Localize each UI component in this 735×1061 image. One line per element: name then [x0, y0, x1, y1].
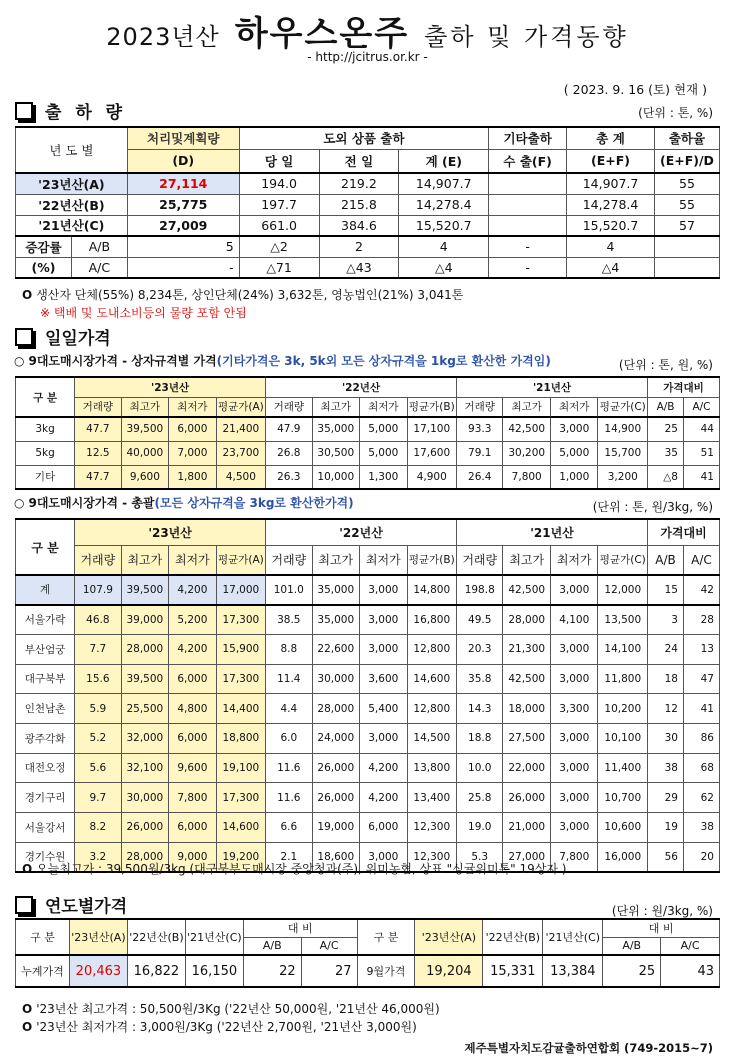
table-row: 대구북부 15.6 39,500 6,000 17,300 11.4 30,000 3,600 14,600 35.8 42,500 3,000 11,800 18 47: [16, 664, 720, 694]
section-daily-title: 일일가격: [45, 329, 111, 349]
title-rest: 출하 및 가격동향: [424, 23, 629, 51]
table-row: 증감률 A/B 5 △2 2 4 - 4: [16, 236, 720, 257]
checkbox-square-icon: [15, 896, 33, 914]
table-row: 누계가격 20,463 16,822 16,150 22 27 9월가격 19,204 15,331 13,384 25 43: [16, 955, 720, 987]
spec-price-table: 구 분 '23년산 '22년산 '21년산 가격대비 거래량 최고가 최저가 평균가(A) 거래량 최고가 최저가 평균가(B) 거래량 최고가 최저가 평균가(C) A/B A/C 3kg 47.7 39,500 6,000 21,400 47.9 35,000 5,000 17,100 93.3 42,500 3,000 14,900 25 44 5kg 12.5 40,000 7,000 23,700 26.8 30,500 5,000 17,600 79.1 30,200 5,000 15,700 35 51 기타 47.7 9,600 1,800 4,500 26.3 10,000 1,300 4,900 26.4 7,800 1,000 3,200 △8 41: [15, 376, 720, 490]
section-shipment-title: 출 하 량: [45, 103, 127, 123]
th-prev: 전 일: [319, 149, 399, 173]
th-rate-sub: (E+F)/D: [654, 149, 719, 173]
table-row: 서울강서 8.2 26,000 6,000 14,600 6.6 19,000 6,000 12,300 19.0 21,000 3,000 10,600 19 38: [16, 813, 720, 843]
shipment-table: [15, 126, 720, 279]
shipment-note: O 생산자 단체(55%) 8,234톤, 상인단체(24%) 3,632톤, 영농법인(21%) 3,041톤: [22, 288, 464, 302]
checkbox-square-icon: [15, 102, 33, 120]
shipment-note-2: ※ 택배 및 도내소비등의 물량 포함 안됨: [40, 306, 247, 320]
spec-rows: [16, 417, 720, 489]
yearly-note-2: O '23년산 최저가격 : 3,000원/3Kg ('22년산 2,700원, '21년산 3,000원): [22, 1020, 417, 1034]
table-row: 광주각화 5.2 32,000 6,000 18,800 6.0 24,000 3,000 14,500 18.8 27,500 3,000 10,100 30 86: [16, 723, 720, 753]
total-price-table: 구 분 '23년산 '22년산 '21년산 가격대비 거래량 최고가 최저가 평균가(A) 거래량 최고가 최저가 평균가(B) 거래량 최고가 최저가 평균가(C) A/B A/C 계 107.9 39,500 4,200 17,000 101.0 35,000 3,000 14,800 198.8 42,500 3,000 12,000 15 42 서울가락 46.8 39,000 5,200 17,300 38.5 35,000 3,000 16,800 49.5 28,000 4,100 13,500 3 28 부산엄궁 7.7 28,000 4,200 15,900 8.8 22,600 3,000 12,800 20.3 21,300 3,000 14,100 24 13 대구북부 15.6 39,500 6,000 17,300 11.4 30,000 3,600 14,600 35.8 42,500 3,000 11,800 18 47 인천남촌 5.9 25,500 4,800 14,400 4.4 28,000 5,400 12,800 14.3 18,000 3,300 10,200 12 41 광주각화 5.2 32,000 6,000 18,800 6.0 24,000 3,000 14,500 18.8 27,500 3,000 10,100 30 86 대전오정 5.6 32,100 9,600 19,100 11.6 26,000 4,200 13,800 10.0 22,000 3,000 11,400 38 68 경기구리 9.7 30,000 7,800 17,300 11.6 26,000 4,200 13,400 25.8 26,000 3,000 10,700 29 62 서울강서 8.2 26,000 6,000 14,600 6.6 19,000 6,000 12,300 19.0 21,000 3,000 10,600 19 38 경기수원 3.2 28,000 9,000 19,200 2.1 18,600 3,000 12,300 5.3 27,000 7,800 16,000 56 20: [15, 518, 720, 873]
table-row: 인천남촌 5.9 25,500 4,800 14,400 4.4 28,000 5,400 12,800 14.3 18,000 3,300 10,200 12 41: [16, 694, 720, 724]
daily-sub1-unit: (단위 : 톤, 원, %): [618, 358, 713, 372]
table-row: (%) A/C - △71 △43 △4 - △4: [16, 257, 720, 278]
table-row: 서울가락 46.8 39,000 5,200 17,300 38.5 35,000 3,000 16,800 49.5 28,000 4,100 13,500 3 28: [16, 605, 720, 635]
th-in-prov: 도외 상품 출하: [239, 127, 489, 149]
section-daily: [15, 324, 111, 349]
table-row: 대전오정 5.6 32,100 9,600 19,100 11.6 26,000 4,200 13,800 10.0 22,000 3,000 11,400 38 68: [16, 753, 720, 783]
yearly-unit: (단위 : 원/3kg, %): [611, 904, 713, 918]
section-yearly-title: 연도별가격: [45, 897, 128, 917]
th-today: 당 일: [239, 149, 319, 173]
th-sum: 계 (E): [399, 149, 489, 173]
report-date: ( 2023. 9. 16 (토) 현재 ): [563, 82, 707, 97]
th-other-sub: 수 출(F): [489, 149, 567, 173]
th-total-sub: (E+F): [567, 149, 655, 173]
title-year: 2023년산: [106, 23, 220, 51]
shipment-unit: (단위 : 톤, %): [638, 106, 713, 120]
total-rows: [16, 575, 720, 872]
title-brand: 하우스온주: [234, 14, 410, 54]
table-row: 경기수원 3.2 28,000 9,000 19,200 2.1 18,600 3,000 12,300 5.3 27,000 7,800 16,000 56 20: [16, 842, 720, 872]
th-rate: 출하율: [654, 127, 719, 149]
table-row: '22년산(B) 25,775 197.7 215.8 14,278.4 14,278.4 55: [16, 194, 720, 215]
checkbox-square-icon: [15, 328, 33, 346]
th-other: 기타출하: [489, 127, 567, 149]
table-row: 3kg 47.7 39,500 6,000 21,400 47.9 35,000 5,000 17,100 93.3 42,500 3,000 14,900 25 44: [16, 417, 720, 441]
yearly-note-1: O '23년산 최고가격 : 50,500원/3Kg ('22년산 50,000원, '21년산 46,000원): [22, 1002, 440, 1016]
daily-sub2: ○ 9대도매시장가격 - 총괄(모든 상자규격을 3kg로 환산한가격): [14, 496, 354, 510]
table-row: 5kg 12.5 40,000 7,000 23,700 26.8 30,500 5,000 17,600 79.1 30,200 5,000 15,700 35 51: [16, 441, 720, 465]
site-url[interactable]: - http://jcitrus.or.kr -: [307, 50, 428, 64]
footer-org: 제주특별자치도감귤출하연합회 (749-2015~7): [464, 1041, 713, 1055]
th-plan: 처리및계획량: [127, 127, 239, 149]
table-row: 부산엄궁 7.7 28,000 4,200 15,900 8.8 22,600 3,000 12,800 20.3 21,300 3,000 14,100 24 13: [16, 634, 720, 664]
daily-note: O 오늘최고가 : 39,500원/3kg (대구북부도매시장 중앙청과(주), 위미농협, 상표 "싱귤위미톡" 19상자 ): [22, 862, 567, 876]
daily-sub2-unit: (단위 : 톤, 원/3kg, %): [592, 500, 713, 514]
table-row: 계 107.9 39,500 4,200 17,000 101.0 35,000 3,000 14,800 198.8 42,500 3,000 12,000 15 42: [16, 575, 720, 605]
table-row: '23년산(A) 27,114 194.0 219.2 14,907.7 14,907.7 55: [16, 173, 720, 194]
yearly-table: 구 분 '23년산(A) '22년산(B) '21년산(C) 대 비 구 분 '23년산(A) '22년산(B) '21년산(C) 대 비 A/B A/C A/B A/C 누계가격 20,463 16,822 16,150 22 27 9월가격 19,204 15,331 13,384 25 43: [15, 918, 720, 988]
table-row: 기타 47.7 9,600 1,800 4,500 26.3 10,000 1,300 4,900 26.4 7,800 1,000 3,200 △8 41: [16, 465, 720, 489]
table-row: 경기구리 9.7 30,000 7,800 17,300 11.6 26,000 4,200 13,400 25.8 26,000 3,000 10,700 29 62: [16, 783, 720, 813]
th-total: 총 계: [567, 127, 655, 149]
daily-sub1: ○ 9대도매시장가격 - 상자규격별 가격(기타가격은 3k, 5k외 모든 상자규격을 1kg로 환산한 가격임): [14, 354, 551, 368]
page-title: [0, 6, 735, 55]
section-yearly: [15, 892, 127, 917]
section-shipment: [15, 98, 126, 123]
th-plan-sub: (D): [127, 149, 239, 173]
th-year: 년 도 별: [16, 127, 128, 173]
table-row: '21년산(C) 27,009 661.0 384.6 15,520.7 15,520.7 57: [16, 215, 720, 236]
